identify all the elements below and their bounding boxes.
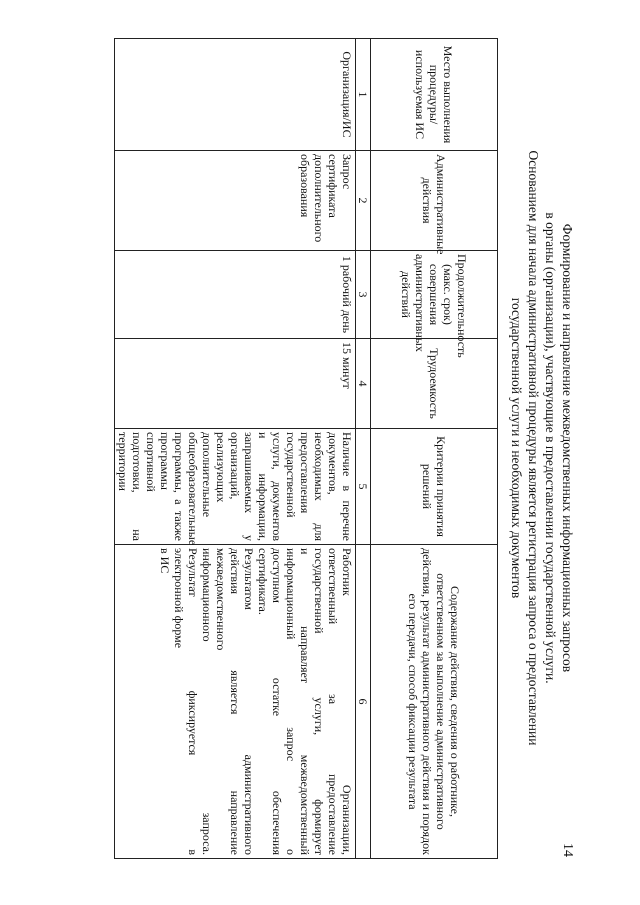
- content-line: действия является направление: [228, 548, 242, 855]
- col-number-6: 6: [356, 545, 371, 859]
- col-number-3: 3: [356, 251, 371, 339]
- content-line: информационный запрос о: [284, 548, 298, 855]
- title-line-1: Формирование и направление межведомственных информационных запросов: [560, 223, 575, 673]
- content-line: электронной форме: [172, 548, 186, 649]
- content-line: межведомственного: [214, 548, 228, 651]
- header-action: Административные действия: [371, 151, 498, 251]
- content-line: сертификата.: [256, 548, 270, 615]
- header-place: Место выполнения процедуры/используемая ИС: [371, 39, 498, 151]
- header-labor: Трудоемкость: [371, 339, 498, 429]
- content-line: информационного запроса.: [200, 548, 214, 855]
- content-line: государственной услуги, формирует: [312, 548, 326, 855]
- content-line: Результат фиксируется в: [186, 548, 200, 855]
- content-line: ответственный за предоставление: [326, 548, 340, 855]
- cell-place: Организация/ИС: [115, 39, 356, 151]
- content-line: и направляет межведомственный: [298, 548, 312, 855]
- table-header-row: [371, 39, 498, 859]
- page-number: 14: [560, 843, 575, 857]
- cell-content: [115, 545, 356, 859]
- header-duration: Продолжительность (макс. срок) совершения административных действий: [371, 251, 498, 339]
- col-number-5: 5: [356, 429, 371, 545]
- content-line: Работник Организации,: [340, 548, 354, 855]
- procedure-table: [114, 38, 498, 859]
- table-row: [115, 39, 356, 859]
- table-number-row: [356, 39, 371, 859]
- cell-criteria: Наличие в перечне документов, необходимых для предоставления государственной услуги, документов и информации, запрашиваемых у организаций, реализующих дополнительные общеобразовательные программы, а также программы спортивной подготовки, на территории: [115, 429, 356, 545]
- section-title: [508, 38, 576, 858]
- title-line-2: в органы (организации), участвующие в предоставлении государственной услуги.: [543, 212, 558, 684]
- cell-action: Запрос сертификата дополнительного образования: [115, 151, 356, 251]
- content-line: доступном остатке обеспечения: [270, 548, 284, 855]
- cell-labor: 15 минут: [115, 339, 356, 429]
- title-line-3: Основанием для начала административной процедуры является регистрация запроса о предоставлении: [526, 150, 541, 746]
- col-number-2: 2: [356, 151, 371, 251]
- content-line: в ИС: [158, 548, 172, 574]
- col-number-1: 1: [356, 39, 371, 151]
- header-criteria: Критерии принятия решений: [371, 429, 498, 545]
- cell-duration: 1 рабочий день: [115, 251, 356, 339]
- rotated-page-content: [114, 38, 576, 858]
- header-content: Содержание действия, сведения о работнике, ответственном за выполнение административного действия, результат административного действия и порядок его передачи, способ фиксации результата: [371, 545, 498, 859]
- title-line-4: государственной услуги и необходимых документов: [509, 297, 524, 599]
- content-line: Результатом административного: [242, 548, 256, 855]
- col-number-4: 4: [356, 339, 371, 429]
